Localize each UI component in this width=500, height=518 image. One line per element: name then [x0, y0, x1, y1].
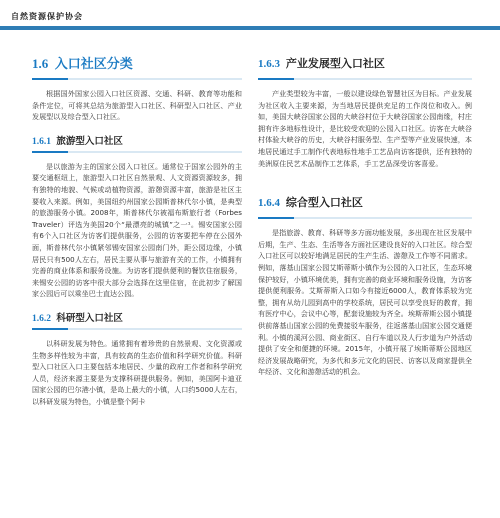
- header-rule: [0, 26, 500, 30]
- heading-rule: [32, 328, 242, 330]
- header-title: 自然资源保护协会: [11, 12, 83, 21]
- section-title: 科研型入口社区: [56, 312, 123, 324]
- comprehensive-paragraph: 是指旅游、教育、科研等多方面功能发展，多出现在社区发展中后期，生产、生态、生活等各方面社区建设良好的入口社区。综合型入口社区可以较好地满足居民的生产生活、游憩及工作等不同需求。例如，落基山国家公园艾斯蒂斯小镇作为公园的入口社区，生态环境保护较好，小镇环境优美，拥有完善的商业环境和服务设施，为访客提供便利服务。艾斯蒂斯入口如今有接近6000人，教育体系较为完整，拥有从幼儿园到高中的学校系统，居民可以享受良好的教育，拥有医疗中心，会议中心等，配套设施较为齐全。埃斯蒂斯公园小镇提供前落基山国家公园的免费接驳车服务，往返落基山国家公园交通便利。小镇的溪河公园、商业街区、自行车道以及人行步道为户外活动提供了安全和便捷的环境。2015年，小镇开展了埃斯蒂斯公园地区经济发展战略研究，为多代和多元文化的居民、访客以及商家提供全年经济、文化和游憩活动的机会。: [258, 228, 472, 377]
- section-title: 入口社区分类: [54, 57, 133, 72]
- section-1-6-4-heading: [258, 193, 472, 213]
- section-number: 1.6.2: [32, 313, 51, 324]
- left-column: [32, 54, 242, 407]
- heading-rule: [258, 217, 472, 219]
- right-column: [258, 54, 472, 378]
- heading-rule: [32, 78, 242, 80]
- section-title: 产业发展型入口社区: [285, 57, 385, 70]
- spacer: [32, 123, 242, 133]
- section-number: 1.6.1: [32, 136, 51, 147]
- page-header: [0, 0, 500, 30]
- section-number: 1.6.3: [258, 58, 280, 70]
- section-number: 1.6: [32, 56, 49, 71]
- tourism-paragraph: 是以旅游为主的国家公园入口社区。通常位于国家公园外的主要交通枢纽上，旅游型入口社区自然景观、人文资源资源较多，拥有独特的地貌、气候或动植物资源，游憩资源丰富，旅游是社区主要收入来源。例如，美国纽约州国家公园斯普林代尔小镇，是典型的旅游服务小镇。2008年，斯普林代尔被福布斯旅行者（Forbes Traveler）评选为美国20个“最漂亮的城镇”之一¹。锡安国家公园有6个入口社区为访客们提供服务，公园的访客要把车停在公园外面，斯普林代尔小镇紧邻锡安国家公园南门外，距公园边缘，小镇居民只有500人左右，居民主要从事与旅游有关的工作，小镇拥有完善的商业体系和服务设施。为访客们提供便利的餐饮住宿服务，来锡安公园的访客中很大部分会选择在这里住宿，在此初步了解国家公园后可以乘坐巴士直达公园。: [32, 161, 242, 299]
- industry-paragraph: 产业类型较为丰富，一般以建设绿色智慧社区为目标。产业发展为社区收入主要来源，为当地居民提供充足的工作岗位和收入。例如，美国大峡谷国家公园的大峡谷村位于大峡谷国家公园南缘，村庄拥有许多地标性设计，是比较受欢迎的公园入口社区。访客在大峡谷村体验大峡谷的历史，大峡谷村服务型、生产型等产业发展快速，本地居民通过手工制作代表地标性地手工艺品向访客提供，还有独特的美洲原住民艺术品制作工艺体系，手工艺品深受访客喜爱。: [258, 89, 472, 168]
- research-paragraph: 以科研发展为特色。通常拥有着珍贵的自然景观、文化资源或生物多样性较为丰富，具有较高的生态价值和科学研究价值。科研型入口社区入口主要包括本地居民、少量的政府工作者和科学研究人员，经济来源主要是为支撑科研提供服务。例如，美国阿卡迪亚国家公园的巴尔港小镇，是岛上最大的小镇，人口约5000人左右，以科研发展为特色，小镇是整个阿卡: [32, 338, 242, 406]
- heading-rule: [258, 78, 472, 80]
- section-1-6-3-heading: [258, 54, 472, 74]
- spacer: [32, 300, 242, 310]
- section-number: 1.6.4: [258, 197, 280, 210]
- spacer: [258, 169, 472, 193]
- section-1-6-2-heading: [32, 310, 242, 328]
- section-1-6-1-heading: [32, 133, 242, 151]
- heading-rule: [32, 151, 242, 153]
- section-title: 旅游型入口社区: [56, 135, 123, 147]
- intro-paragraph: 根据国外国家公园入口社区资源、交通、科研、教育等功能和条件定位，可将其总结为旅游型入口社区、科研型入口社区、产业发展型以及综合型入口社区。: [32, 89, 242, 122]
- section-title: 综合型入口社区: [285, 196, 363, 210]
- section-1-6-heading: [32, 54, 242, 74]
